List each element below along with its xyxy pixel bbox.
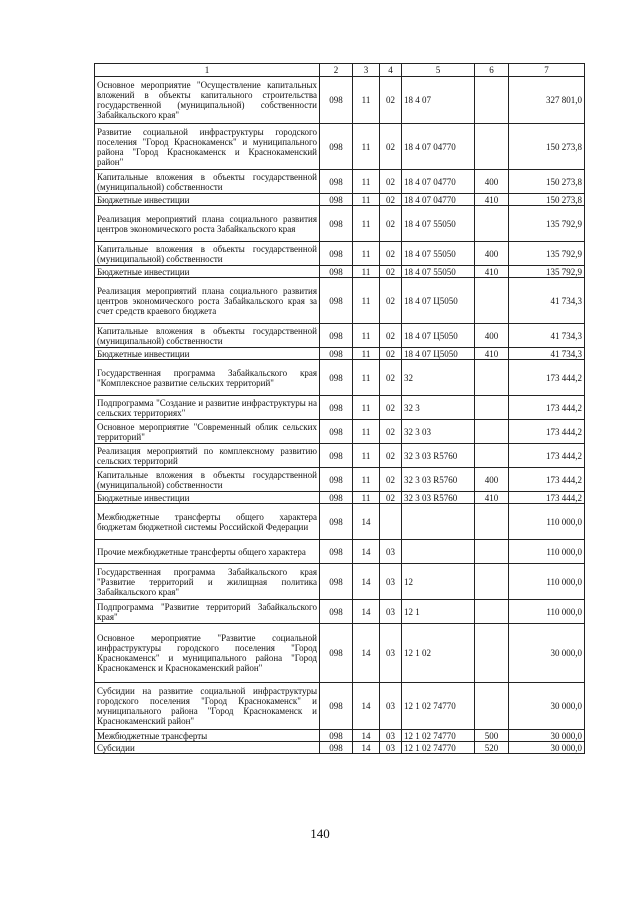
table-row [95,624,585,683]
cell-vr: 400 [475,468,509,492]
cell-vr [475,124,509,170]
cell-rz: 14 [353,564,380,600]
cell-csr: 18 4 07 Ц5050 [402,324,475,348]
cell-pr: 03 [380,540,402,564]
cell-grbs: 098 [320,683,353,730]
cell-name: Основное мероприятие "Современный облик сельских территорий" [95,420,320,444]
cell-vr [475,564,509,600]
cell-pr: 02 [380,348,402,360]
table-row [95,730,585,742]
page-number: 140 [310,826,330,841]
column-header: 5 [402,64,475,77]
cell-pr: 02 [380,420,402,444]
cell-name: Основное мероприятие "Осуществление капитальных вложений в объекты капитального строительства государственной (муниципальной) собственности Забайкальского края" [95,77,320,124]
column-header: 6 [475,64,509,77]
cell-rz: 11 [353,278,380,324]
cell-pr: 03 [380,564,402,600]
cell-name: Основное мероприятие "Развитие социальной инфраструктуры городского поселения "Город Краснокаменск" и муниципального района "Город Краснокаменск и Краснокаменский район" [95,624,320,683]
cell-pr [380,504,402,540]
cell-name: Капитальные вложения в объекты государственной (муниципальной) собственности [95,324,320,348]
cell-rz: 11 [353,194,380,206]
cell-sum: 173 444,2 [509,360,585,396]
cell-sum: 150 273,8 [509,124,585,170]
cell-rz: 11 [353,266,380,278]
cell-grbs: 098 [320,124,353,170]
cell-sum: 173 444,2 [509,444,585,468]
cell-vr [475,77,509,124]
cell-rz: 11 [353,360,380,396]
table-row [95,444,585,468]
cell-name: Государственная программа Забайкальского края "Комплексное развитие сельских территорий" [95,360,320,396]
cell-pr: 02 [380,324,402,348]
cell-vr: 400 [475,170,509,194]
table-row [95,242,585,266]
cell-vr: 410 [475,348,509,360]
table-row [95,266,585,278]
cell-pr: 03 [380,742,402,754]
table-row [95,600,585,624]
cell-sum: 110 000,0 [509,600,585,624]
cell-grbs: 098 [320,504,353,540]
cell-name: Капитальные вложения в объекты государственной (муниципальной) собственности [95,468,320,492]
cell-grbs: 098 [320,444,353,468]
cell-pr: 02 [380,278,402,324]
cell-grbs: 098 [320,348,353,360]
cell-pr: 02 [380,266,402,278]
cell-name: Субсидии [95,742,320,754]
cell-vr [475,600,509,624]
cell-name: Реализация мероприятий по комплексному развитию сельских территорий [95,444,320,468]
cell-csr: 12 1 02 74770 [402,730,475,742]
cell-csr: 12 1 02 [402,624,475,683]
cell-sum: 30 000,0 [509,730,585,742]
cell-pr: 03 [380,624,402,683]
table-row [95,420,585,444]
cell-vr [475,683,509,730]
cell-rz: 14 [353,683,380,730]
cell-vr [475,360,509,396]
cell-pr: 02 [380,170,402,194]
cell-name: Реализация мероприятий плана социального развития центров экономического роста Забайкальского края [95,206,320,242]
cell-csr [402,540,475,564]
cell-vr [475,206,509,242]
column-header: 2 [320,64,353,77]
cell-rz: 11 [353,170,380,194]
cell-csr: 18 4 07 04770 [402,194,475,206]
cell-pr: 02 [380,206,402,242]
cell-grbs: 098 [320,468,353,492]
cell-rz: 14 [353,742,380,754]
cell-pr: 02 [380,124,402,170]
cell-vr [475,624,509,683]
cell-rz: 14 [353,624,380,683]
cell-vr [475,278,509,324]
table-row [95,77,585,124]
table-row [95,504,585,540]
cell-sum: 30 000,0 [509,742,585,754]
cell-pr: 02 [380,492,402,504]
cell-csr: 32 3 03 [402,420,475,444]
cell-grbs: 098 [320,278,353,324]
cell-grbs: 098 [320,540,353,564]
cell-pr: 03 [380,600,402,624]
cell-pr: 02 [380,396,402,420]
cell-rz: 11 [353,324,380,348]
cell-csr: 32 3 03 R5760 [402,444,475,468]
cell-name: Подпрограмма "Развитие территорий Забайкальского края" [95,600,320,624]
cell-rz: 11 [353,77,380,124]
cell-csr: 32 3 [402,396,475,420]
cell-name: Бюджетные инвестиции [95,266,320,278]
cell-sum: 110 000,0 [509,564,585,600]
cell-rz: 11 [353,242,380,266]
cell-grbs: 098 [320,396,353,420]
cell-vr: 410 [475,492,509,504]
table-row [95,683,585,730]
cell-csr: 18 4 07 04770 [402,170,475,194]
cell-rz: 11 [353,206,380,242]
table-row [95,396,585,420]
cell-sum: 135 792,9 [509,206,585,242]
cell-sum: 135 792,9 [509,242,585,266]
cell-sum: 173 444,2 [509,492,585,504]
cell-rz: 14 [353,540,380,564]
table-row [95,348,585,360]
cell-pr: 03 [380,730,402,742]
cell-pr: 02 [380,360,402,396]
cell-name: Реализация мероприятий плана социального развития центров экономического роста Забайкальского края за счет средств краевого бюджета [95,278,320,324]
cell-rz: 11 [353,420,380,444]
cell-vr [475,444,509,468]
table-row [95,540,585,564]
cell-csr: 12 1 02 74770 [402,742,475,754]
cell-sum: 173 444,2 [509,468,585,492]
cell-grbs: 098 [320,194,353,206]
cell-grbs: 098 [320,742,353,754]
cell-rz: 14 [353,600,380,624]
table-row [95,170,585,194]
cell-sum: 30 000,0 [509,624,585,683]
cell-grbs: 098 [320,564,353,600]
cell-sum: 327 801,0 [509,77,585,124]
cell-grbs: 098 [320,266,353,278]
cell-rz: 14 [353,730,380,742]
cell-name: Бюджетные инвестиции [95,194,320,206]
table-row [95,742,585,754]
cell-grbs: 098 [320,77,353,124]
table-row [95,492,585,504]
column-header: 1 [95,64,320,77]
cell-sum: 41 734,3 [509,278,585,324]
table-row [95,360,585,396]
cell-csr: 12 [402,564,475,600]
cell-grbs: 098 [320,170,353,194]
cell-vr [475,420,509,444]
cell-vr: 410 [475,266,509,278]
cell-sum: 173 444,2 [509,420,585,444]
cell-pr: 02 [380,242,402,266]
column-header: 4 [380,64,402,77]
cell-sum: 30 000,0 [509,683,585,730]
cell-grbs: 098 [320,492,353,504]
cell-csr: 18 4 07 55050 [402,206,475,242]
column-header: 7 [509,64,585,77]
cell-sum: 150 273,8 [509,194,585,206]
table-row [95,278,585,324]
cell-grbs: 098 [320,242,353,266]
table-row [95,206,585,242]
cell-name: Государственная программа Забайкальского края "Развитие территорий и жилищная политика Забайкальского края" [95,564,320,600]
column-header: 3 [353,64,380,77]
table-row [95,468,585,492]
cell-grbs: 098 [320,206,353,242]
header-row [95,64,585,77]
cell-rz: 11 [353,348,380,360]
cell-csr: 12 1 02 74770 [402,683,475,730]
cell-grbs: 098 [320,730,353,742]
cell-sum: 110 000,0 [509,540,585,564]
cell-vr: 400 [475,242,509,266]
cell-name: Подпрограмма "Создание и развитие инфраструктуры на сельских территориях" [95,396,320,420]
cell-csr: 18 4 07 [402,77,475,124]
cell-grbs: 098 [320,600,353,624]
cell-rz: 14 [353,504,380,540]
cell-sum: 173 444,2 [509,396,585,420]
cell-rz: 11 [353,396,380,420]
cell-name: Капитальные вложения в объекты государственной (муниципальной) собственности [95,170,320,194]
cell-csr: 32 3 03 R5760 [402,468,475,492]
cell-rz: 11 [353,444,380,468]
cell-name: Бюджетные инвестиции [95,348,320,360]
cell-sum: 135 792,9 [509,266,585,278]
cell-csr: 18 4 07 Ц5050 [402,348,475,360]
cell-sum: 41 734,3 [509,324,585,348]
table-row [95,324,585,348]
cell-pr: 02 [380,468,402,492]
cell-csr [402,504,475,540]
cell-name: Бюджетные инвестиции [95,492,320,504]
cell-pr: 02 [380,444,402,468]
cell-rz: 11 [353,468,380,492]
cell-grbs: 098 [320,624,353,683]
cell-name: Межбюджетные трансферты общего характера бюджетам бюджетной системы Российской Федерации [95,504,320,540]
cell-grbs: 098 [320,420,353,444]
cell-csr: 32 3 03 R5760 [402,492,475,504]
cell-csr: 12 1 [402,600,475,624]
cell-grbs: 098 [320,324,353,348]
cell-vr [475,504,509,540]
cell-name: Межбюджетные трансферты [95,730,320,742]
cell-vr: 520 [475,742,509,754]
cell-pr: 03 [380,683,402,730]
budget-table [94,63,585,754]
cell-vr: 400 [475,324,509,348]
cell-csr: 18 4 07 Ц5050 [402,278,475,324]
cell-name: Капитальные вложения в объекты государственной (муниципальной) собственности [95,242,320,266]
cell-vr [475,396,509,420]
cell-name: Развитие социальной инфраструктуры городского поселения "Город Краснокаменск" и муниципального района "Город Краснокаменск и Краснокаменский район" [95,124,320,170]
table-row [95,194,585,206]
cell-csr: 18 4 07 04770 [402,124,475,170]
cell-csr: 18 4 07 55050 [402,242,475,266]
cell-grbs: 098 [320,360,353,396]
cell-sum: 41 734,3 [509,348,585,360]
cell-rz: 11 [353,492,380,504]
cell-csr: 32 [402,360,475,396]
cell-sum: 110 000,0 [509,504,585,540]
cell-vr: 500 [475,730,509,742]
cell-name: Субсидии на развитие социальной инфраструктуры городского поселения "Город Краснокаменск" и муниципального района "Город Краснокаменск и Краснокаменский район" [95,683,320,730]
cell-sum: 150 273,8 [509,170,585,194]
cell-vr: 410 [475,194,509,206]
cell-name: Прочие межбюджетные трансферты общего характера [95,540,320,564]
cell-pr: 02 [380,194,402,206]
cell-csr: 18 4 07 55050 [402,266,475,278]
cell-rz: 11 [353,124,380,170]
cell-vr [475,540,509,564]
cell-pr: 02 [380,77,402,124]
table-row [95,564,585,600]
table-row [95,124,585,170]
